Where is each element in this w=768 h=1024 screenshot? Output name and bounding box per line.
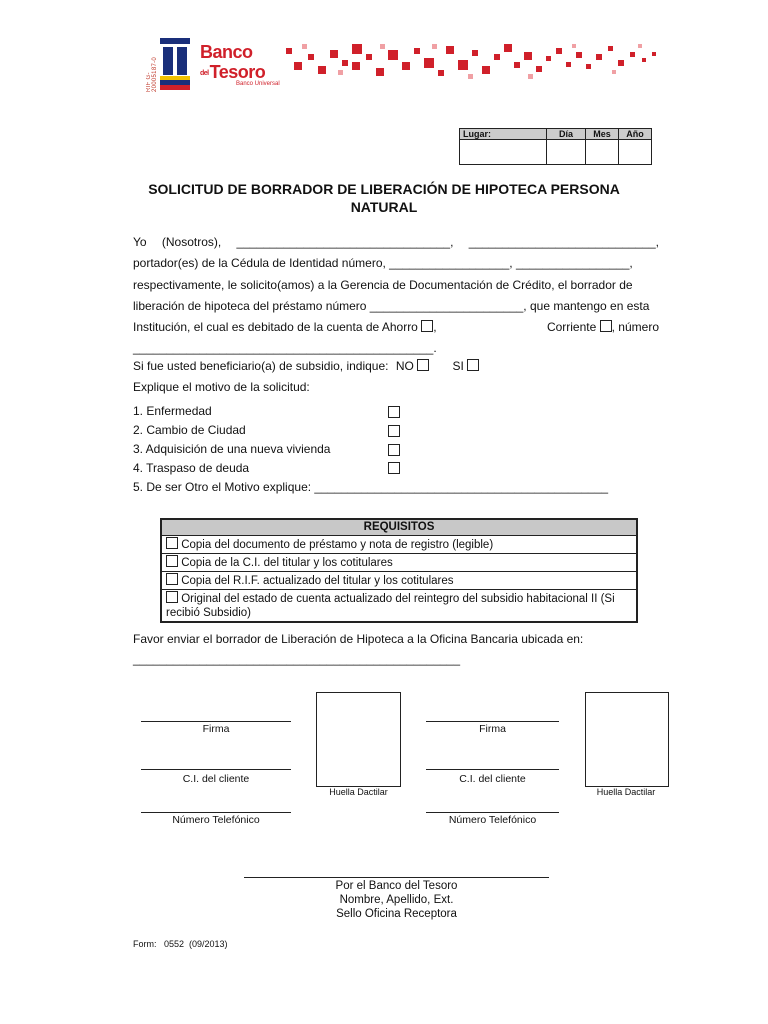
fingerprint-box-right [585,692,669,787]
requirements-header: REQUISITOS [162,520,636,536]
bank-signature-line[interactable] [244,877,549,878]
fingerprint-label-left: Huella Dactilar [329,787,388,797]
requirement-row [162,572,636,590]
request-paragraph [133,232,659,360]
checking-label: Corriente [546,320,597,335]
bank-subtitle: Banco Universal [236,81,280,87]
requirements-table [160,518,638,623]
ci-label-right: C.I. del cliente [459,773,526,785]
id-number-line[interactable]: portador(es) de la Cédula de Identidad número, __________________, _________________, [133,256,633,271]
ci-label-left: C.I. del cliente [182,773,250,785]
fingerprint-box-left [316,692,401,787]
requirement-text: Copia del documento de préstamo y nota de registro (legible) [181,539,494,551]
reason-checkbox-1[interactable] [388,406,400,418]
account-text: Institución, el cual es debitado de la cuenta de Ahorro [133,320,418,335]
signature-line-right[interactable] [426,721,559,722]
reason-checkbox-2[interactable] [388,425,400,437]
loan-number-line[interactable]: liberación de hipoteca del préstamo número _______________________, que mantengo en esta [133,298,650,313]
requirement-row [162,590,636,621]
requirement-checkbox[interactable] [166,555,178,567]
request-text: respectivamente, le solicito(amos) a la Gerencia de Documentación de Crédito, el borrador de [133,277,633,292]
pixel-pattern-icon [282,40,662,88]
phone-line-left[interactable] [141,812,291,813]
requirement-checkbox[interactable] [166,537,178,549]
title-line2: NATURAL [350,199,418,215]
reason-item: 4. Traspaso de deuda [133,461,250,475]
paragraph-line: Institución, el cual es debitado de la cuenta de Ahorro , Corriente , número [133,320,659,335]
checking-checkbox[interactable] [600,320,612,332]
requirement-text: Copia de la C.I. del titular y los cotitulares [181,557,393,569]
text-yo: Yo [133,235,147,249]
subsidy-no-checkbox[interactable] [417,359,429,371]
bank-name-prefix: del [200,69,209,77]
text-nosotros: (Nosotros), [161,235,222,249]
subsidy-si-label: SI [452,359,464,373]
phone-label-right: Número Telefónico [448,814,537,826]
bank-name-line2 [200,62,265,83]
paragraph-line [133,232,659,253]
savings-checkbox[interactable] [421,320,433,332]
subsidy-no-label: NO [395,359,414,373]
bank-sign-line2: Nombre, Apellido, Ext. [339,894,454,906]
requirement-text: Copia del R.I.F. actualizado del titular y los cotitulares [181,575,454,587]
requirement-checkbox[interactable] [166,573,178,585]
signature-line-left[interactable] [141,721,291,722]
place-label: Lugar: [460,129,547,140]
ci-line-right[interactable] [426,769,559,770]
subsidy-row [133,359,479,373]
name-field-1[interactable]: ________________________________, [236,235,454,249]
bank-logo-icon [160,38,190,90]
requirement-row [162,536,636,554]
place-field[interactable] [460,140,547,165]
number-label: , número [611,320,659,335]
send-instruction [133,629,659,669]
subsidy-si-checkbox[interactable] [467,359,479,371]
reason-other-field[interactable]: 5. De ser Otro el Motivo explique: ____________________________________________ [133,480,609,494]
year-field[interactable] [619,140,652,165]
office-field[interactable]: _________________________________________________ [133,652,461,666]
year-label: Año [619,129,652,140]
form-number: Form: 0552 (09/2013) [133,939,228,949]
reason-checkbox-4[interactable] [388,462,400,474]
requirement-row [162,554,636,572]
paragraph-line [133,253,659,274]
month-label: Mes [586,129,619,140]
reason-item: 1. Enfermedad [133,404,212,418]
rif-number: RIF G-20005187-0 [146,56,158,92]
paragraph-line [133,296,659,317]
phone-label-left: Número Telefónico [172,814,260,826]
account-number-field[interactable]: _____________________________________________. [133,341,437,356]
ci-line-left[interactable] [141,769,291,770]
bank-name-main: Tesoro [209,62,266,82]
title-line1: SOLICITUD DE BORRADOR DE LIBERACIÓN DE HIPOTECA PERSONA [148,181,620,197]
fingerprint-label-right: Huella Dactilar [596,787,656,797]
requirement-checkbox[interactable] [166,591,178,603]
bank-sign-line1: Por el Banco del Tesoro [335,880,458,892]
reason-checkbox-3[interactable] [388,444,400,456]
subsidy-question: Si fue usted beneficiario(a) de subsidio, indique: [133,359,389,373]
requirement-text: Original del estado de cuenta actualizado del reintegro del subsidio habitacional II (Si recibió Subsidio) [166,593,615,619]
phone-line-right[interactable] [426,812,559,813]
paragraph-line [133,275,659,296]
day-label: Día [547,129,586,140]
firma-label-left: Firma [202,723,230,735]
firma-label-right: Firma [479,723,506,735]
send-text: Favor enviar el borrador de Liberación de Hipoteca a la Oficina Bancaria ubicada en: [133,632,584,646]
name-field-2[interactable]: ____________________________, [468,235,659,249]
bank-sign-line3: Sello Oficina Receptora [336,908,457,920]
place-date-table [459,128,652,165]
bank-signature-block [244,879,549,921]
day-field[interactable] [547,140,586,165]
bank-name-line1: Banco [200,42,253,62]
reason-item: 2. Cambio de Ciudad [133,423,246,437]
reason-item: 3. Adquisición de una nueva vivienda [133,442,331,456]
month-field[interactable] [586,140,619,165]
reason-prompt: Explique el motivo de la solicitud: [133,380,310,394]
page-title [120,180,648,216]
